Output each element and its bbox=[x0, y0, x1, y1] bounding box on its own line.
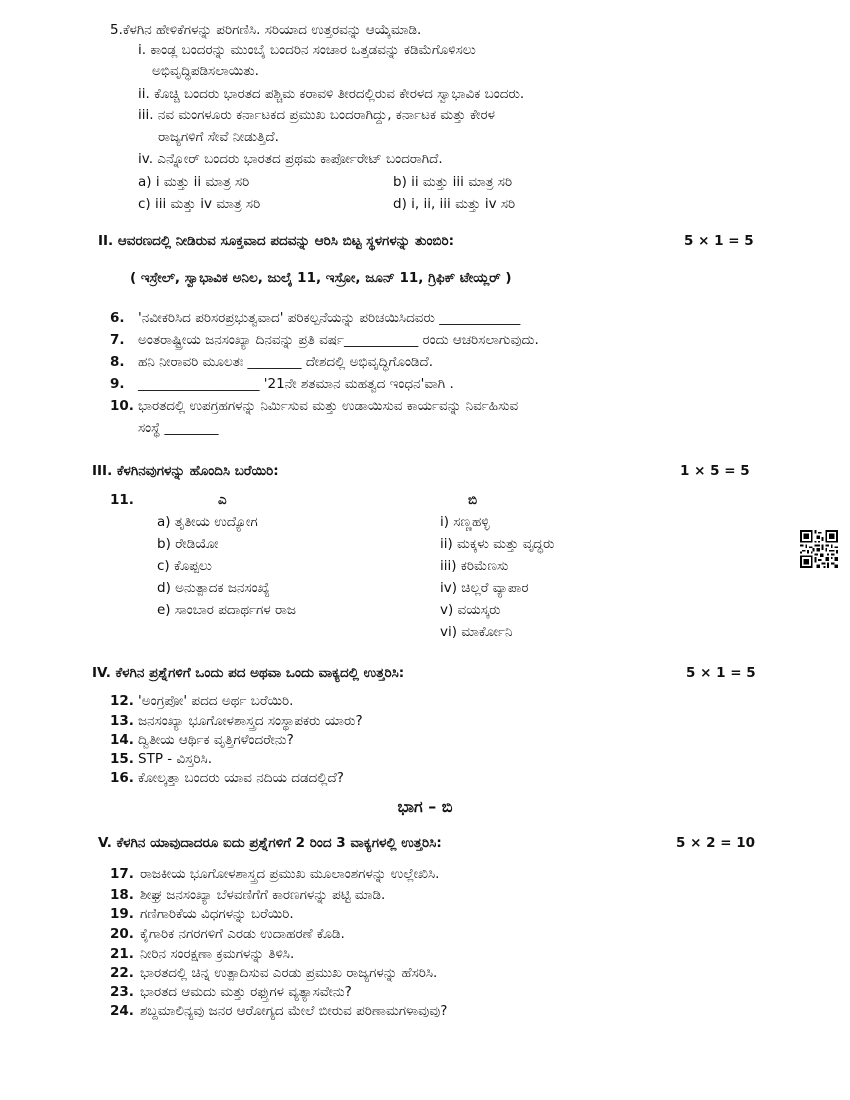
q16-text: ಕೋಲ್ಕತ್ತಾ ಬಂದರು ಯಾವ ನದಿಯ ದಡದಲ್ಲಿದೆ? bbox=[138, 770, 344, 786]
q6-number: 6. bbox=[110, 310, 125, 326]
q10-number: 10. bbox=[110, 398, 134, 414]
match-a-item: a) ತೃತೀಯ ಉದ್ಯೋಗ bbox=[157, 514, 258, 530]
q22-number: 22. bbox=[110, 965, 134, 981]
match-a-item: c) ಕೊಪ್ಪಲು bbox=[157, 558, 212, 574]
q23-text: ಭಾರತದ ಆಮದು ಮತ್ತು ರಫ್ತುಗಳ ವ್ಯತ್ಯಾಸವೇನು? bbox=[140, 984, 352, 1000]
match-b-item: iv) ಚಿಲ್ಲರೆ ವ್ಯಾಪಾರ bbox=[440, 580, 529, 596]
q9-text: __________________ '21ನೇ ಶತಮಾನ ಮಹತ್ವದ ಇಂಧನ'ವಾಗಿ . bbox=[138, 376, 454, 392]
part-b-title: ಭಾಗ – ಬಿ bbox=[397, 797, 453, 816]
section3-heading: III. ಕೆಳಗಿನವುಗಳನ್ನು ಹೊಂದಿಸಿ ಬರೆಯಿರಿ: bbox=[92, 463, 279, 479]
q20-number: 20. bbox=[110, 926, 134, 942]
section5-heading: V. ಕೆಳಗಿನ ಯಾವುದಾದರೂ ಐದು ಪ್ರಶ್ನೆಗಳಿಗೆ 2 ರಿಂದ 3 ವಾಕ್ಯಗಳಲ್ಲಿ ಉತ್ತರಿಸಿ: bbox=[98, 835, 442, 851]
match-a-item: e) ಸಾಂಬಾರ ಪದಾರ್ಥಗಳ ರಾಜ bbox=[157, 602, 296, 618]
q13-number: 13. bbox=[110, 713, 134, 729]
q20-text: ಕೈಗಾರಿಕ ನಗರಗಳಿಗೆ ಎರಡು ಉದಾಹರಣೆ ಕೊಡಿ. bbox=[140, 926, 345, 942]
q16-number: 16. bbox=[110, 770, 134, 786]
q21-number: 21. bbox=[110, 946, 134, 962]
q15-text: STP - ವಿಸ್ತರಿಸಿ. bbox=[138, 751, 213, 767]
match-a-item: b) ರೇಡಿಯೋ bbox=[157, 536, 219, 552]
q10-text-cont: ಸಂಸ್ಥೆ ________ bbox=[138, 420, 219, 436]
column-b-header: ಬಿ bbox=[468, 492, 478, 508]
q5-statement-i: i. ಕಾಂಡ್ಲ ಬಂದರನ್ನು ಮುಂಬೈ ಬಂದರಿನ ಸಂಚಾರ ಒತ್ತಡವನ್ನು ಕಡಿಮೆಗೊಳಿಸಲು bbox=[138, 42, 476, 58]
q18-number: 18. bbox=[110, 887, 134, 903]
q5-statement-i-cont: ಅಭಿವೃದ್ಧಿಪಡಿಸಲಾಯಿತು. bbox=[152, 63, 259, 79]
match-b-item: vi) ಮಾರ್ಕೋನಿ bbox=[440, 624, 513, 640]
section3-marks: 1 × 5 = 5 bbox=[680, 463, 750, 479]
section5-marks: 5 × 2 = 10 bbox=[676, 835, 755, 851]
q8-text: ಹನಿ ನೀರಾವರಿ ಮೂಲತಃ ________ ದೇಶದಲ್ಲಿ ಅಭಿವೃದ್ಧಿಗೊಂಡಿದೆ. bbox=[138, 354, 433, 370]
q5-option-b: b) ii ಮತ್ತು iii ಮಾತ್ರ ಸರಿ bbox=[393, 174, 513, 190]
q5-option-a: a) i ಮತ್ತು ii ಮಾತ್ರ ಸರಿ bbox=[138, 174, 250, 190]
section2-word-box: ( ಇಸ್ರೇಲ್, ಸ್ವಾಭಾವಿಕ ಅನಿಲ, ಜುಲೈ 11, ಇಸ್ರೋ, ಜೂನ್ 11, ಗ್ರಿಫಿಕ್ ಟೇಯ್ಲರ್ ) bbox=[130, 270, 512, 286]
q19-text: ಗಣಿಗಾರಿಕೆಯ ವಿಧಗಳನ್ನು ಬರೆಯಿರಿ. bbox=[140, 906, 294, 922]
section2-heading: II. ಆವರಣದಲ್ಲಿ ನೀಡಿರುವ ಸೂಕ್ತವಾದ ಪದವನ್ನು ಆರಿಸಿ ಬಿಟ್ಟ ಸ್ಥಳಗಳನ್ನು ತುಂಬಿರಿ: bbox=[98, 233, 455, 249]
match-b-item: v) ವಯಸ್ಕರು bbox=[440, 602, 501, 618]
q5-statement-iv: iv. ಎನ್ನೋರ್ ಬಂದರು ಭಾರತದ ಪ್ರಥಮ ಕಾರ್ಪೋರೇಟ್ ಬಂದರಾಗಿದೆ. bbox=[138, 151, 443, 167]
q15-number: 15. bbox=[110, 751, 134, 767]
match-b-item: iii) ಕರಿಮೆಣಸು bbox=[440, 558, 509, 574]
q5-statement-iii: iii. ನವ ಮಂಗಳೂರು ಕರ್ನಾಟಕದ ಪ್ರಮುಖ ಬಂದರಾಗಿದ್ದು, ಕರ್ನಾಟಕ ಮತ್ತು ಕೇರಳ bbox=[138, 107, 496, 123]
section4-marks: 5 × 1 = 5 bbox=[686, 665, 756, 681]
q11-number: 11. bbox=[110, 492, 134, 508]
q7-text: ಅಂತರಾಷ್ಟ್ರೀಯ ಜನಸಂಖ್ಯಾ ದಿನವನ್ನು ಪ್ರತಿ ವರ್ಷ___________ ರಂದು ಆಚರಿಸಲಾಗುವುದು. bbox=[138, 332, 539, 348]
q8-number: 8. bbox=[110, 354, 125, 370]
column-a-header: ಎ bbox=[218, 492, 227, 508]
match-a-item: d) ಅನುತ್ಪಾದಕ ಜನಸಂಖ್ಯೆ bbox=[157, 580, 270, 596]
q5-title: 5.ಕೆಳಗಿನ ಹೇಳಿಕೆಗಳನ್ನು ಪರಿಗಣಿಸಿ. ಸರಿಯಾದ ಉತ್ತರವನ್ನು ಆಯ್ಕೆಮಾಡಿ. bbox=[110, 22, 422, 38]
q5-statement-ii: ii. ಕೊಚ್ಚಿ ಬಂದರು ಭಾರತದ ಪಶ್ಚಿಮ ಕರಾವಳಿ ತೀರದಲ್ಲಿರುವ ಕೇರಳದ ಸ್ವಾಭಾವಿಕ ಬಂದರು. bbox=[138, 86, 525, 102]
q5-statement-iii-cont: ರಾಜ್ಯಗಳಿಗೆ ಸೇವೆ ನೀಡುತ್ತಿದೆ. bbox=[158, 129, 279, 145]
q19-number: 19. bbox=[110, 906, 134, 922]
q12-number: 12. bbox=[110, 693, 134, 709]
q9-number: 9. bbox=[110, 376, 125, 392]
q7-number: 7. bbox=[110, 332, 125, 348]
q14-text: ದ್ವಿತೀಯ ಆರ್ಥಿಕ ವೃತ್ತಿಗಳೆಂದರೇನು? bbox=[138, 732, 294, 748]
q13-text: ಜನಸಂಖ್ಯಾ ಭೂಗೋಳಶಾಸ್ತ್ರದ ಸಂಸ್ಥಾಪಕರು ಯಾರು? bbox=[138, 713, 363, 729]
q12-text: 'ಅಂಗ್ರಪೋ' ಪದದ ಅರ್ಥ ಬರೆಯಿರಿ. bbox=[138, 693, 294, 709]
q14-number: 14. bbox=[110, 732, 134, 748]
q22-text: ಭಾರತದಲ್ಲಿ ಚಿನ್ನ ಉತ್ಪಾದಿಸುವ ಎರಡು ಪ್ರಮುಖ ರಾಜ್ಯಗಳನ್ನು ಹೆಸರಿಸಿ. bbox=[140, 965, 438, 981]
match-b-item: i) ಸಣ್ಣಹಳ್ಳಿ bbox=[440, 514, 490, 530]
q17-number: 17. bbox=[110, 866, 134, 882]
q24-number: 24. bbox=[110, 1003, 134, 1019]
q18-text: ಶೀಘ್ರ ಜನಸಂಖ್ಯಾ ಬೆಳವಣಿಗೆಗೆ ಕಾರಣಗಳನ್ನು ಪಟ್ಟಿ ಮಾಡಿ. bbox=[140, 887, 386, 903]
q24-text: ಶಬ್ದಮಾಲಿನ್ಯವು ಜನರ ಆರೋಗ್ಯದ ಮೇಲೆ ಬೀರುವ ಪರಿಣಾಮಗಳಾವುವು? bbox=[140, 1003, 448, 1019]
qr-code-icon bbox=[800, 530, 838, 568]
q5-option-c: c) iii ಮತ್ತು iv ಮಾತ್ರ ಸರಿ bbox=[138, 196, 261, 212]
q5-option-d: d) i, ii, iii ಮತ್ತು iv ಸರಿ bbox=[393, 196, 516, 212]
q17-text: ರಾಜಕೀಯ ಭೂಗೋಳಶಾಸ್ತ್ರದ ಪ್ರಮುಖ ಮೂಲಾಂಶಗಳನ್ನು ಉಲ್ಲೇಖಿಸಿ. bbox=[140, 866, 440, 882]
section2-marks: 5 × 1 = 5 bbox=[684, 233, 754, 249]
q23-number: 23. bbox=[110, 984, 134, 1000]
match-b-item: ii) ಮಕ್ಕಳು ಮತ್ತು ವೃದ್ಧರು bbox=[440, 536, 555, 552]
q10-text: ಭಾರತದಲ್ಲಿ ಉಪಗ್ರಹಗಳನ್ನು ನಿರ್ಮಿಸುವ ಮತ್ತು ಉಡಾಯಿಸುವ ಕಾರ್ಯವನ್ನು ನಿರ್ವಹಿಸುವ bbox=[138, 398, 519, 414]
q6-text: 'ನವೀಕರಿಸಿದ ಪರಿಸರಪ್ರಭುತ್ವವಾದ' ಪರಿಕಲ್ಪನೆಯನ್ನು ಪರಿಚಯಿಸಿದವರು ____________ bbox=[138, 310, 521, 326]
section4-heading: IV. ಕೆಳಗಿನ ಪ್ರಶ್ನೆಗಳಿಗೆ ಒಂದು ಪದ ಅಥವಾ ಒಂದು ವಾಕ್ಯದಲ್ಲಿ ಉತ್ತರಿಸಿ: bbox=[92, 665, 405, 681]
q21-text: ನೀರಿನ ಸಂರಕ್ಷಣಾ ಕ್ರಮಗಳನ್ನು ತಿಳಿಸಿ. bbox=[140, 946, 295, 962]
